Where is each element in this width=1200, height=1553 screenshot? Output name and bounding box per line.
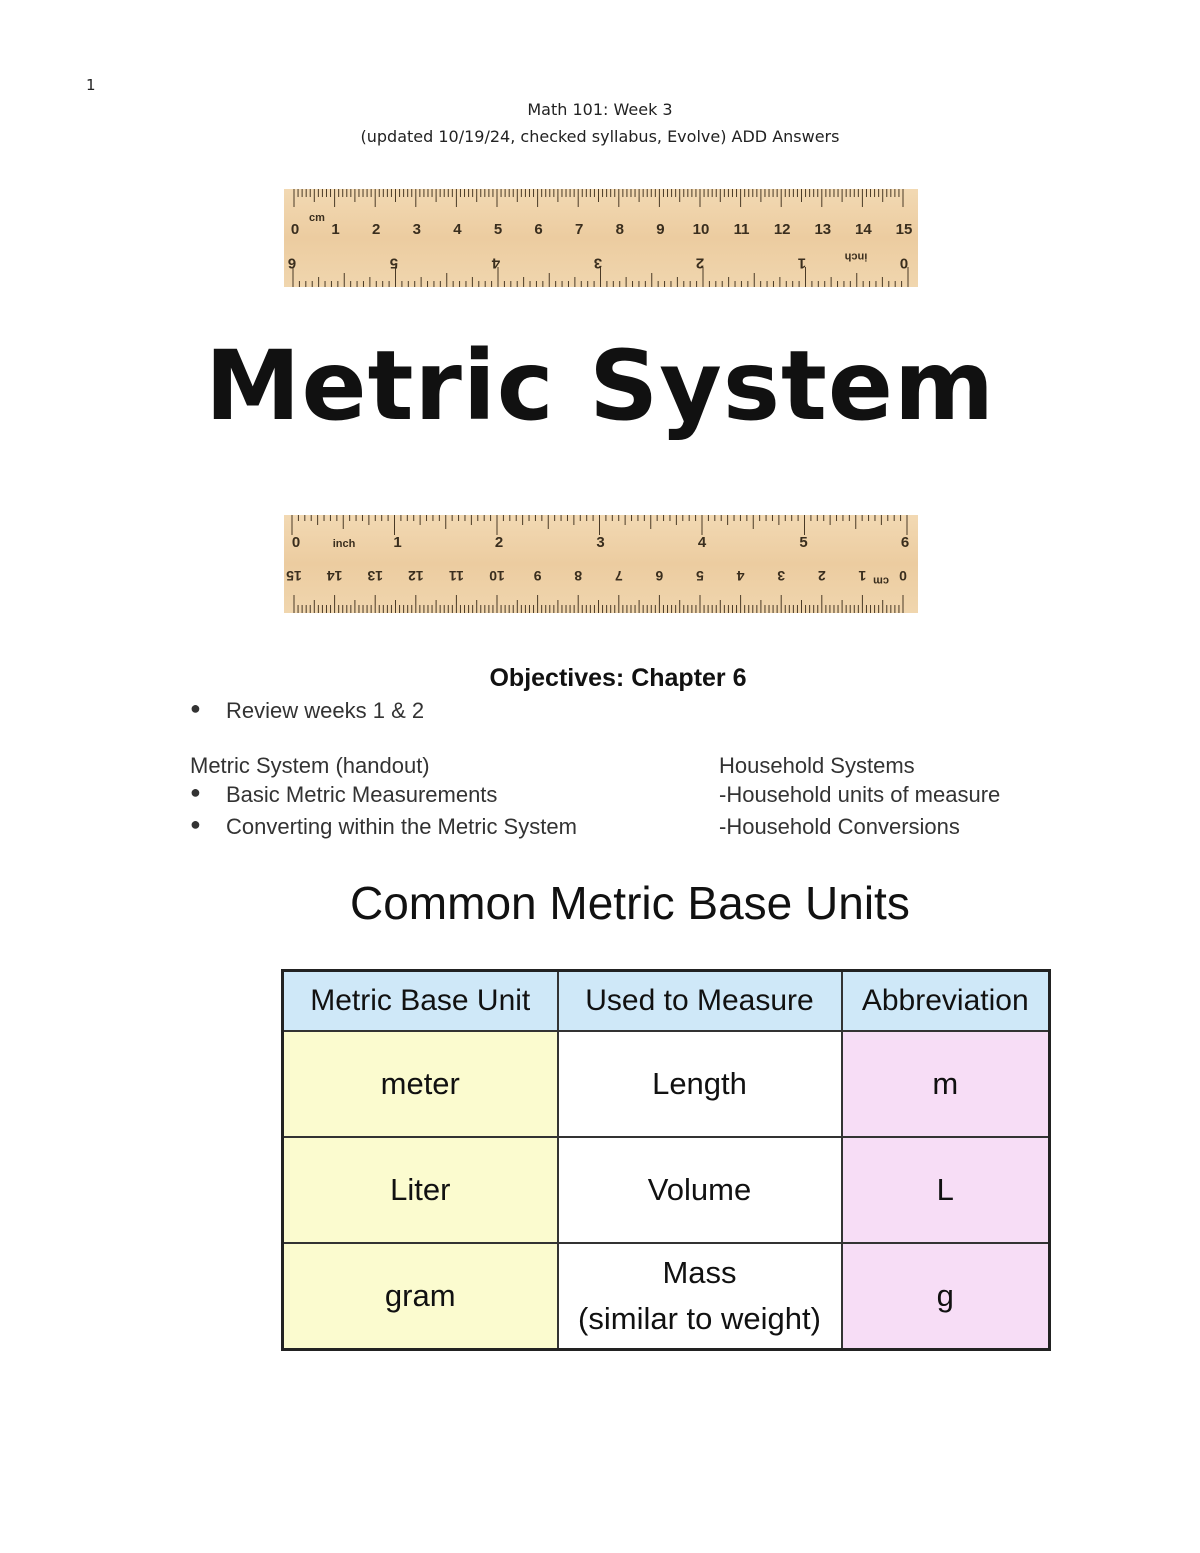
unit-cell: gram [283, 1243, 558, 1350]
household-list-item: -Household Conversions [719, 814, 960, 839]
ruler-cm-number: 12 [408, 568, 424, 585]
ruler-cm-number: 10 [489, 568, 505, 585]
ruler-cm-number: 12 [773, 221, 791, 238]
ruler-inch-number: 3 [596, 534, 605, 551]
objective-bullet-text: Review weeks 1 & 2 [226, 698, 425, 723]
ruler-cm-number: 9 [656, 221, 665, 238]
column-header-abbreviation: Abbreviation [842, 971, 1050, 1032]
ruler-cm-number: 2 [817, 568, 826, 585]
table-row [283, 1243, 1050, 1350]
ruler-cm-number: 6 [534, 221, 543, 238]
household-list-item: -Household units of measure [719, 782, 1001, 807]
ruler-cm-number: 0 [899, 568, 907, 585]
ruler-cm-number: 3 [412, 221, 421, 238]
ruler-cm-number: 14 [326, 568, 343, 585]
metric-list-item-text: Basic Metric Measurements [226, 782, 498, 807]
table-header-row [283, 971, 1050, 1032]
abbreviation-cell: g [842, 1243, 1050, 1350]
ruler-cm-number: 1 [331, 221, 340, 238]
ruler-cm-number: 8 [574, 568, 583, 585]
measure-cell-note: (similar to weight) [578, 1301, 821, 1336]
page-number: 1 [86, 76, 96, 94]
metric-base-units-table [281, 969, 1051, 1351]
ruler-inch-number: 0 [899, 254, 909, 272]
ruler-body [284, 515, 918, 613]
ruler-cm-number: 11 [448, 568, 464, 585]
ruler-inch-number: 3 [593, 254, 603, 272]
ruler-cm-number: 7 [614, 568, 623, 585]
ruler-cm-number: 10 [692, 221, 710, 238]
ruler-inch-number: 4 [697, 534, 707, 551]
ruler-cm-number: 9 [533, 568, 542, 585]
table-row [283, 1137, 1050, 1243]
ruler-cm-number: 0 [290, 221, 300, 238]
ruler-inch-number: 1 [393, 534, 402, 551]
bullet-icon: ● [190, 814, 201, 834]
bullet-icon: ● [190, 782, 201, 802]
ruler-cm-number: 7 [575, 221, 584, 238]
abbreviation-cell: L [842, 1137, 1050, 1243]
ruler-cm-number: 13 [367, 568, 383, 585]
ruler-cm-number: 6 [655, 568, 664, 585]
ruler-inch-number: 5 [799, 534, 808, 551]
ruler-inch-number: 2 [695, 254, 705, 272]
column-header-measure: Used to Measure [558, 971, 842, 1032]
ruler-image-top [284, 189, 918, 287]
ruler-inch-number: 4 [491, 254, 501, 272]
ruler-cm-label: cm [873, 574, 889, 587]
measure-cell-main: Mass [662, 1254, 737, 1290]
ruler-cm-number: 15 [895, 221, 913, 238]
banner-title: Metric System [205, 330, 995, 442]
table-title: Common Metric Base Units [350, 877, 910, 929]
ruler-cm-number: 13 [814, 221, 832, 238]
ruler-cm-number: 14 [855, 221, 872, 238]
ruler-inch-number: 6 [900, 534, 910, 551]
document-title: Math 101: Week 3 [527, 100, 673, 119]
measure-cell [558, 1243, 842, 1350]
measure-cell: Volume [558, 1137, 842, 1243]
ruler-image-bottom [284, 515, 918, 613]
ruler-cm-number: 5 [696, 568, 704, 585]
bullet-icon: ● [190, 698, 201, 718]
measure-cell: Length [558, 1031, 842, 1137]
household-systems-column-title: Household Systems [719, 753, 915, 778]
ruler-cm-number: 4 [736, 568, 745, 585]
ruler-inch-label: inch [844, 250, 868, 263]
ruler-inch-number: 2 [494, 534, 504, 551]
table-row [283, 1031, 1050, 1137]
ruler-inch-number: 1 [797, 254, 807, 272]
unit-cell: meter [283, 1031, 558, 1137]
document-subtitle: (updated 10/19/24, checked syllabus, Evolve) ADD Answers [360, 127, 840, 146]
ruler-inch-number: 0 [291, 534, 301, 551]
column-header-unit: Metric Base Unit [283, 971, 558, 1032]
abbreviation-cell: m [842, 1031, 1050, 1137]
ruler-cm-number: 2 [372, 221, 381, 238]
ruler-inch-number: 6 [287, 254, 297, 272]
ruler-cm-number: 15 [286, 568, 302, 585]
objectives-heading: Objectives: Chapter 6 [489, 664, 747, 692]
ruler-inch-number: 5 [389, 254, 399, 272]
metric-list-item-text: Converting within the Metric System [226, 814, 577, 839]
metric-system-column-title: Metric System (handout) [190, 753, 430, 778]
ruler-cm-number: 5 [493, 221, 503, 238]
unit-cell: Liter [283, 1137, 558, 1243]
ruler-cm-number: 8 [615, 221, 624, 238]
ruler-cm-number: 4 [453, 221, 462, 238]
ruler-cm-number: 3 [777, 568, 786, 585]
ruler-cm-label: cm [309, 212, 325, 224]
ruler-inch-label: inch [332, 538, 356, 550]
ruler-cm-number: 1 [858, 568, 867, 585]
ruler-cm-number: 11 [733, 221, 750, 238]
